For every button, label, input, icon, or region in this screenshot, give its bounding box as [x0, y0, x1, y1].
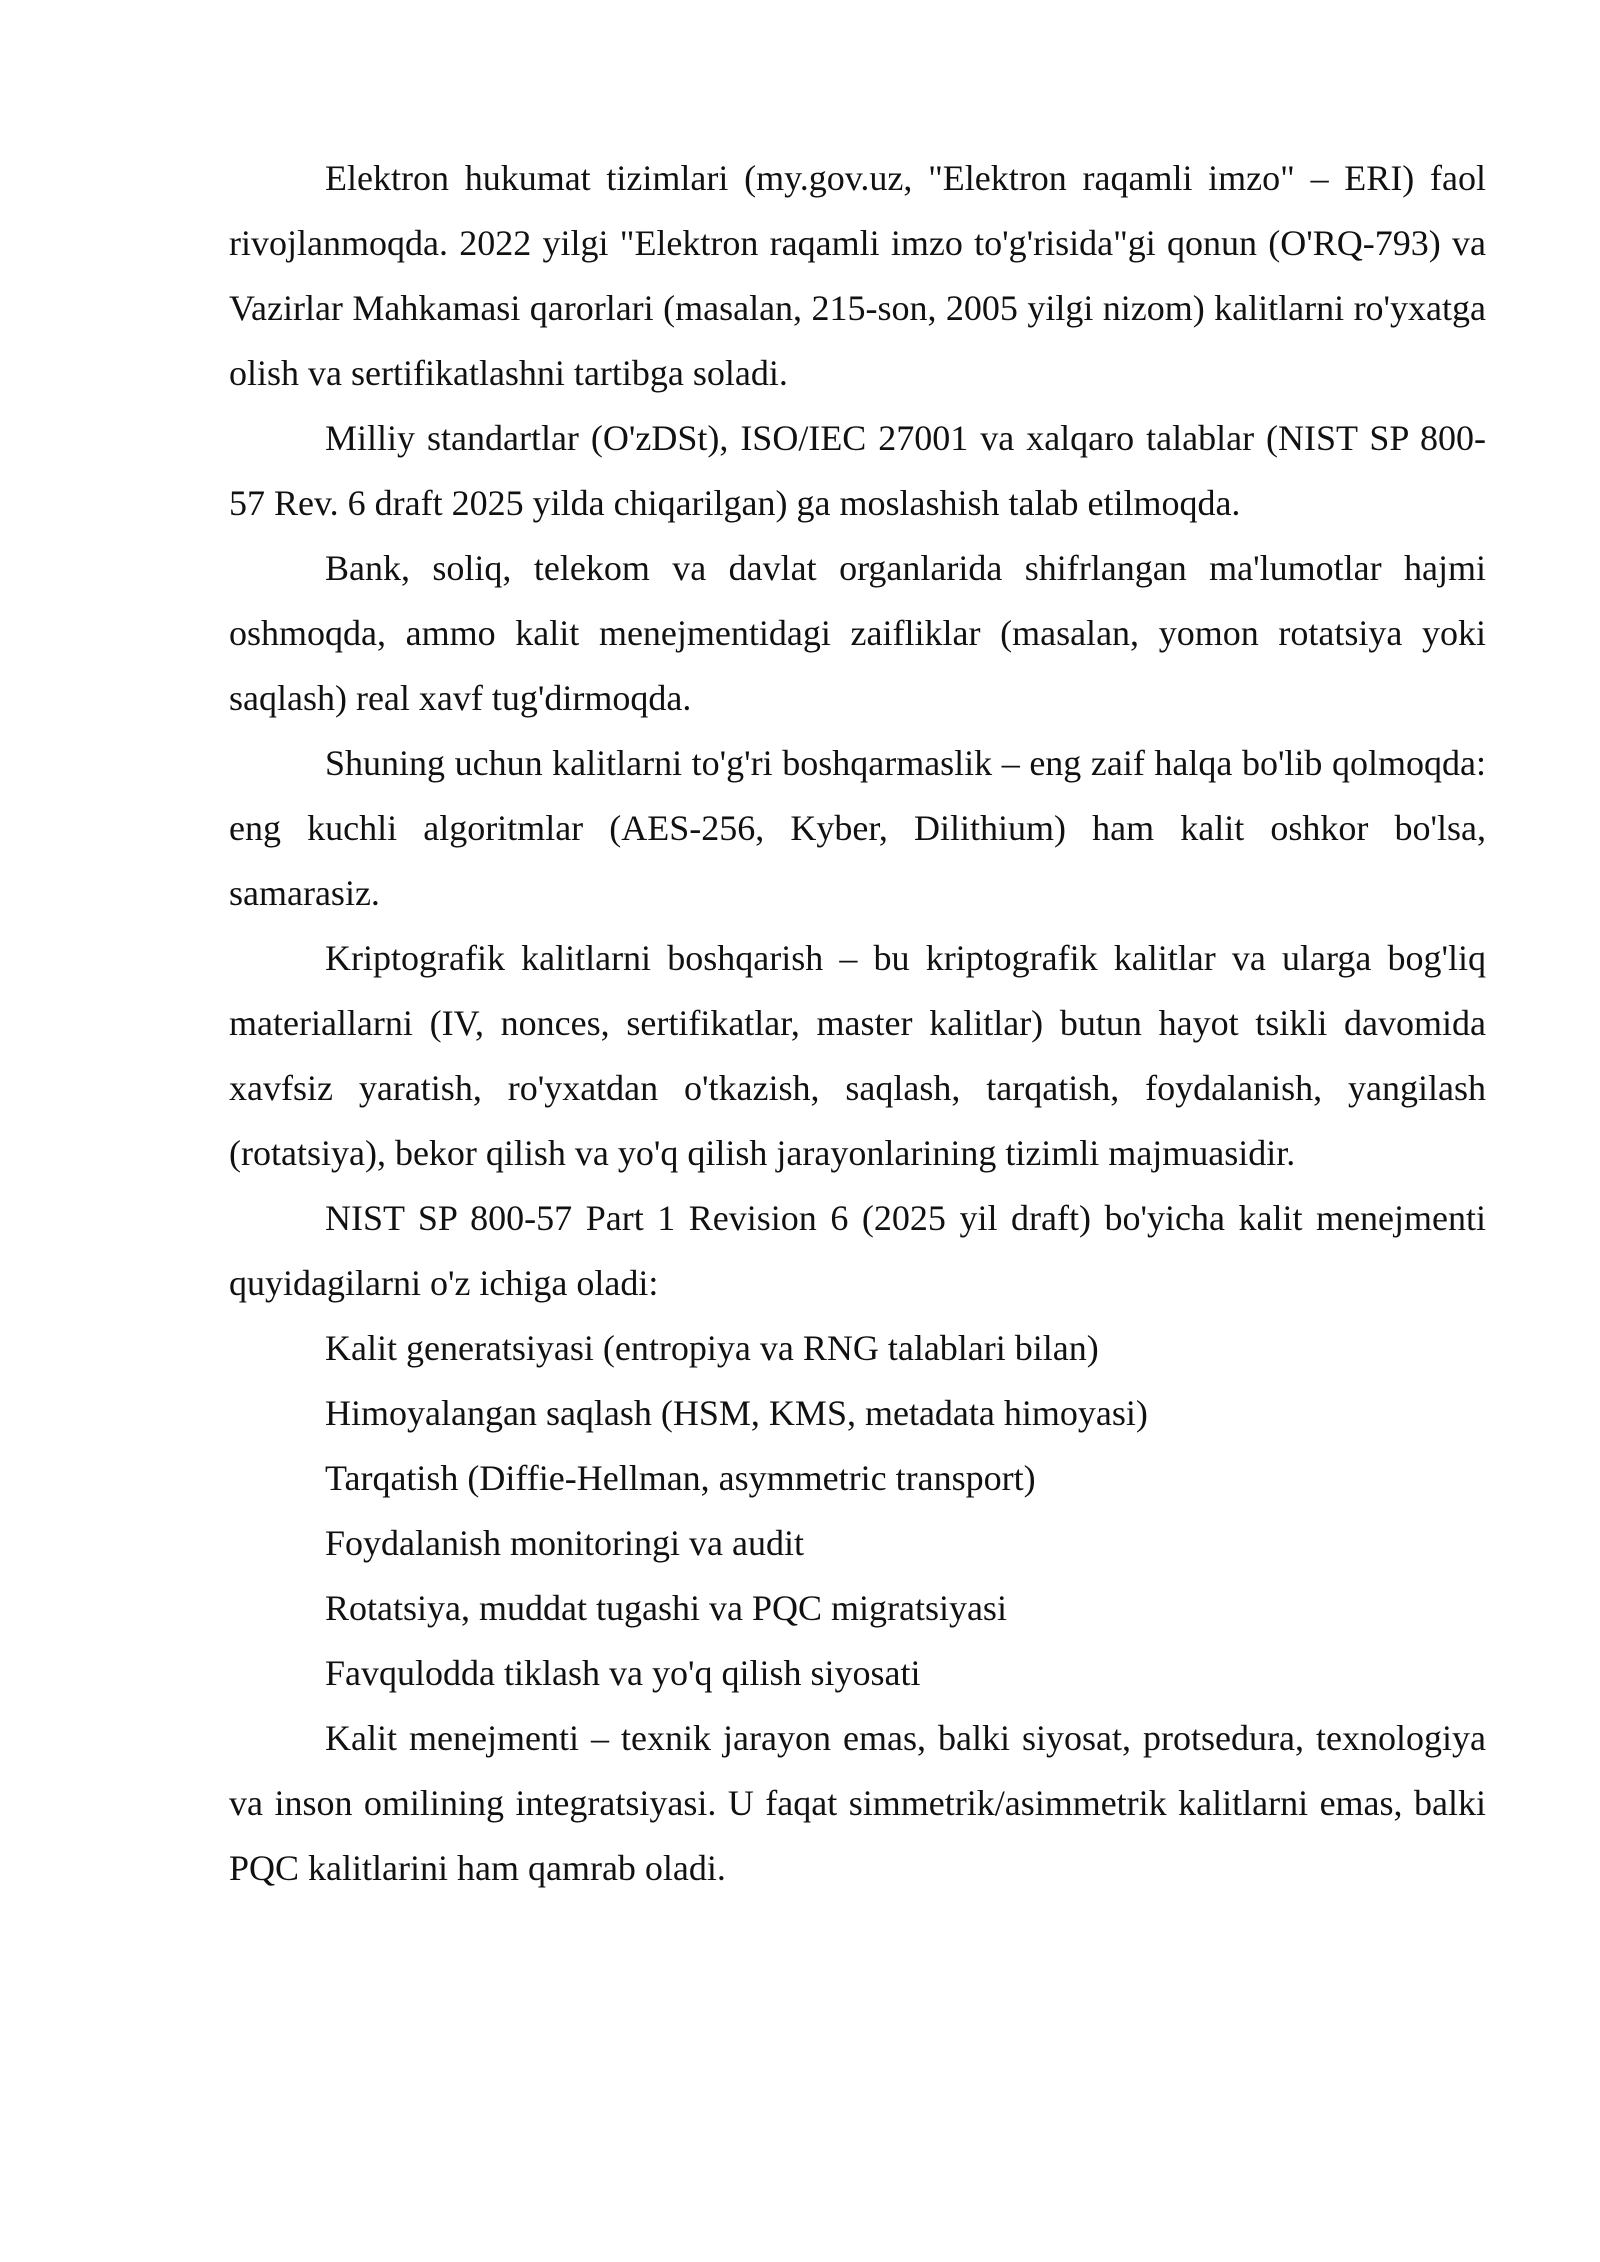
- list-item: Foydalanish monitoringi va audit: [325, 1523, 804, 1563]
- paragraph-national-standards: Milliy standartlar (O'zDSt), ISO/IEC 27001 va xalqaro talablar (NIST SP 800-57 Rev. 6 draft 2025 yilda chiqarilgan) ga moslashish talab etilmoqda.: [229, 418, 1486, 523]
- list-item: Himoyalangan saqlash (HSM, KMS, metadata himoyasi): [325, 1393, 1148, 1433]
- document-page: [229, 146, 1486, 1901]
- paragraph-closing: Kalit menejmenti – texnik jarayon emas, balki siyosat, protsedura, texnologiya va inson omilining integratsiyasi. U faqat simmetrik/asimmetrik kalitlarni emas, balki PQC kalitlarini ham qamrab oladi.: [229, 1718, 1486, 1888]
- list-item: Rotatsiya, muddat tugashi va PQC migratsiyasi: [325, 1588, 1007, 1628]
- paragraph-nist-intro: NIST SP 800-57 Part 1 Revision 6 (2025 yil draft) bo'yicha kalit menejmenti quyidagilarni o'z ichiga oladi:: [229, 1198, 1486, 1303]
- paragraph-e-government: Elektron hukumat tizimlari (my.gov.uz, "Elektron raqamli imzo" – ERI) faol rivojlanmoqda. 2022 yilgi "Elektron raqamli imzo to'g'risida"gi qonun (O'RQ-793) va Vazirlar Mahkamasi qarorlari (masalan, 215-son, 2005 yilgi nizom) kalitlarni ro'yxatga olish va sertifikatlashni tartibga soladi.: [229, 158, 1486, 393]
- paragraph-sector-risks: Bank, soliq, telekom va davlat organlarida shifrlangan ma'lumotlar hajmi oshmoqda, ammo kalit menejmentidagi zaifliklar (masalan, yomon rotatsiya yoki saqlash) real xavf tug'dirmoqda.: [229, 548, 1486, 718]
- paragraph-weakest-link: Shuning uchun kalitlarni to'g'ri boshqarmaslik – eng zaif halqa bo'lib qolmoqda: eng kuchli algoritmlar (AES-256, Kyber, Dilithium) ham kalit oshkor bo'lsa, samarasiz.: [229, 743, 1486, 913]
- list-item: Kalit generatsiyasi (entropiya va RNG talablari bilan): [325, 1328, 1099, 1368]
- list-item: Favqulodda tiklash va yo'q qilish siyosati: [325, 1653, 921, 1693]
- list-item: Tarqatish (Diffie-Hellman, asymmetric transport): [325, 1458, 1036, 1498]
- paragraph-key-management-definition: Kriptografik kalitlarni boshqarish – bu kriptografik kalitlar va ularga bog'liq materiallarni (IV, nonces, sertifikatlar, master kalitlar) butun hayot tsikli davomida xavfsiz yaratish, ro'yxatdan o'tkazish, saqlash, tarqatish, foydalanish, yangilash (rotatsiya), bekor qilish va yo'q qilish jarayonlarining tizimli majmuasidir.: [229, 938, 1486, 1173]
- key-management-list: [229, 1316, 1486, 1706]
